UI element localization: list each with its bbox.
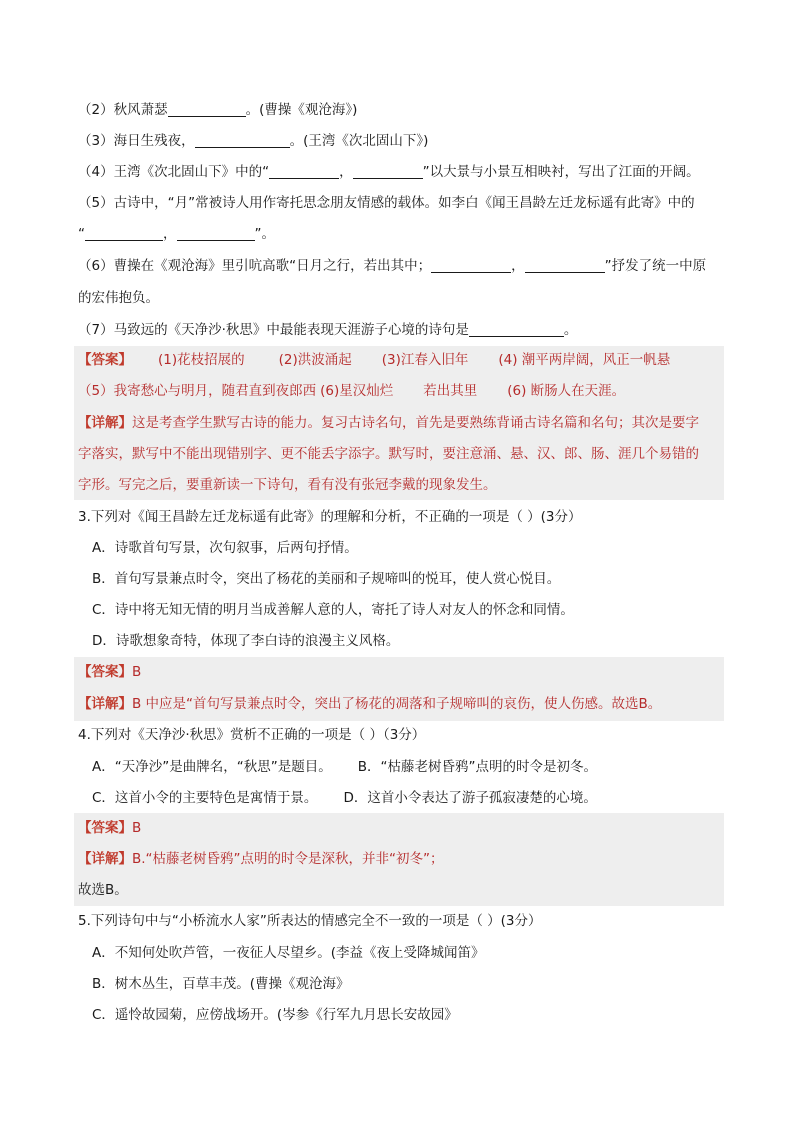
fill-q6-line2: [78, 288, 159, 308]
q4-stem-text: 4.下列对《天净沙·秋思》赏析不正确的一项是（ ）（3分）: [78, 727, 426, 743]
q4-options-cd: [92, 788, 597, 808]
q4-option-a: A．“天净沙”是曲牌名，“秋思”是题目。: [92, 759, 332, 775]
q3-option-a: [92, 538, 358, 558]
detail-tag: 【详解】: [78, 415, 132, 431]
fill-q4-text: （4）王湾《次北固山下》中的“: [78, 164, 270, 180]
q4-options-ab: [92, 757, 597, 777]
detail-tag: 【详解】: [78, 851, 132, 867]
detail1-line3: [78, 475, 497, 495]
fill-q3-source: 。(王湾《次北固山下》): [289, 133, 429, 149]
q3-stem: [78, 507, 582, 527]
answer-blank: [85, 226, 163, 241]
fill-q6-tail: ”抒发了统一中原: [604, 258, 707, 274]
q3-option-d-text: D．诗歌想象奇特，体现了李白诗的浪漫主义风格。: [92, 633, 400, 649]
fill-q2-text: （2）秋风萧瑟: [78, 102, 168, 118]
q5-option-a: [92, 943, 485, 963]
detail1-text-1: 这是考查学生默写古诗的能力。复习古诗名句，首先是要熟练背诵古诗名篇和名句；其次是要字: [132, 415, 699, 431]
q3-answer: [78, 662, 141, 682]
fill-q3-text: （3）海日生残夜，: [78, 133, 195, 149]
answer1-item-4: (4) 潮平两岸阔，风正一帆悬: [498, 352, 671, 368]
q3-detail: [78, 694, 661, 714]
fill-q5-text: （5）古诗中，“月”常被诗人用作寄托思念朋友情感的载体。如李白《闻王昌龄左迁龙标遥有此寄》中的: [78, 195, 695, 211]
q4-stem: [78, 725, 425, 745]
q5-option-b: [92, 974, 350, 994]
fill-q5-line2: [78, 224, 275, 244]
answer1-item-5: （5）我寄愁心与明月，随君直到夜郎西: [78, 383, 317, 399]
q5-option-b-text: B．树木丛生，百草丰茂。(曹操《观沧海》: [92, 976, 350, 992]
fill-q5-open-quote: “: [78, 226, 85, 242]
q4-answer: [78, 818, 141, 838]
answer1-item-6b: 若出其里: [423, 383, 478, 399]
fill-q3: [78, 131, 428, 151]
q3-option-d: [92, 631, 399, 651]
answer1-item-7: (6) 断肠人在天涯。: [507, 383, 626, 399]
answer-tag: 【答案】: [78, 352, 132, 368]
detail1-line2: [78, 444, 699, 464]
fill-q6-text: （6）曹操在《观沧海》里引吭高歌“日月之行，若出其中；: [78, 258, 432, 274]
q4-detail-conclusion: 故选B。: [78, 882, 128, 898]
answer1-item-6: (6)星汉灿烂: [320, 383, 394, 399]
answer1-item-3: (3)江春入旧年: [381, 352, 469, 368]
answer1-item-1: (1)花枝招展的: [158, 352, 245, 368]
q3-option-c-text: C．诗中将无知无情的明月当成善解人意的人，寄托了诗人对友人的怀念和同情。: [92, 602, 574, 618]
fill-q4: [78, 162, 700, 182]
fill-q6-line1: [78, 256, 706, 276]
q3-option-a-text: A．诗歌首句写景，次句叙事，后两句抒情。: [92, 540, 358, 556]
q5-option-c-text: C．遥怜故园菊，应傍战场开。(岑参《行军九月思长安故园》: [92, 1007, 458, 1023]
q5-stem-text: 5.下列诗句中与“小桥流水人家”所表达的情感完全不一致的一项是（ ）(3分）: [78, 913, 542, 929]
fill-q6-comma: ，: [511, 258, 525, 274]
q3-option-b-text: B．首句写景兼点时令，突出了杨花的美丽和子规啼叫的悦耳，使人赏心悦目。: [92, 571, 561, 587]
answer1-line1: [78, 350, 670, 370]
detail1-line1: [78, 413, 699, 433]
q3-answer-value: B: [132, 664, 142, 680]
q3-detail-text: B 中应是“首句写景兼点时令，突出了杨花的凋落和子规啼叫的哀伤，使人伤感。故选B。: [132, 696, 662, 712]
fill-q7-text: （7）马致远的《天净沙·秋思》中最能表现天涯游子心境的诗句是: [78, 322, 469, 338]
q3-option-c: [92, 600, 574, 620]
answer-blank: [177, 226, 255, 241]
answer-blank: [195, 133, 290, 148]
answer1-item-2: (2)洪波涌起: [278, 352, 352, 368]
q3-stem-text: 3.下列对《闻王昌龄左迁龙标遥有此寄》的理解和分析，不正确的一项是（ ）(3分）: [78, 509, 582, 525]
fill-q5-line1: [78, 193, 695, 213]
fill-q4-comma: ，: [339, 164, 353, 180]
q4-detail-text: B.“枯藤老树昏鸦”点明的时令是深秋，并非“初冬”；: [132, 851, 444, 867]
q5-option-a-text: A．不知何处吹芦管，一夜征人尽望乡。(李益《夜上受降城闻笛》: [92, 945, 485, 961]
q5-stem: [78, 911, 542, 931]
answer-tag: 【答案】: [78, 820, 132, 836]
q4-option-c: C．这首小令的主要特色是寓情于景。: [92, 790, 318, 806]
q4-option-b: B．“枯藤老树昏鸦”点明的时令是初冬。: [357, 759, 597, 775]
answer-blank: [525, 258, 605, 273]
q3-option-b: [92, 569, 560, 589]
q4-detail: [78, 849, 444, 869]
fill-q2: [78, 100, 357, 120]
fill-q5-comma: ，: [163, 226, 177, 242]
answer-tag: 【答案】: [78, 664, 132, 680]
fill-q7-period: 。: [563, 322, 578, 338]
q4-option-d: D．这首小令表达了游子孤寂凄楚的心境。: [343, 790, 597, 806]
fill-q2-source: 。(曹操《观沧海》): [245, 102, 358, 118]
q5-option-c: [92, 1005, 458, 1025]
answer-blank: [168, 102, 246, 117]
q4-answer-value: B: [132, 820, 142, 836]
q4-detail-2: [78, 880, 128, 900]
answer-blank: [353, 164, 423, 179]
answer1-line2: [78, 381, 625, 401]
detail-tag: 【详解】: [78, 696, 132, 712]
answer-blank: [431, 258, 511, 273]
answer-blank: [469, 322, 564, 337]
detail1-text-2: 字落实，默写中不能出现错别字、更不能丢字添字。默写时，要注意涌、悬、汉、郎、肠、涯几个易错的: [78, 446, 699, 462]
fill-q7: [78, 320, 577, 340]
fill-q5-close: ”。: [254, 226, 275, 242]
fill-q6-continuation: 的宏伟抱负。: [78, 290, 159, 306]
answer-blank: [269, 164, 339, 179]
fill-q4-tail: ”以大景与小景互相映衬，写出了江面的开阔。: [422, 164, 700, 180]
detail1-text-3: 字形。写完之后，要重新读一下诗句，看有没有张冠李戴的现象发生。: [78, 477, 497, 493]
